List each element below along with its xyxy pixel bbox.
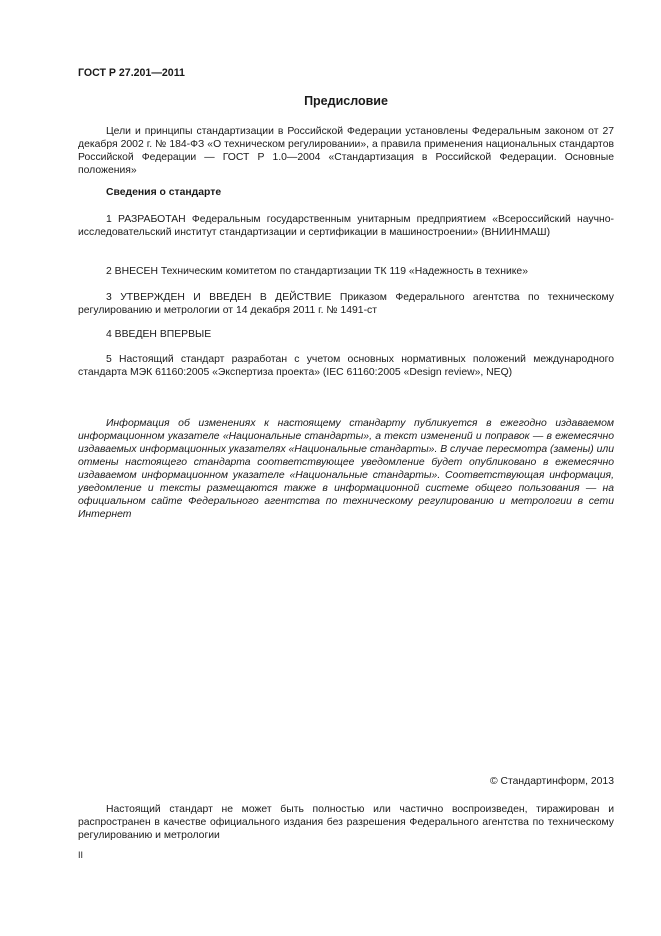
info-notice: Информация об изменениях к настоящему стандарту публикуется в ежегодно издаваемом информационном указателе «Национальные стандарты», а текст изменений и поправок — в ежемесячно издаваемых информационных указателях «Национальные стандарты». В случае пересмотра (замены) или отмены настоящего стандарта соответствующее уведомление будет опубликовано в ежемесячно издаваемом информационном указателе «Национальные стандарты». Соответствующая информация, уведомление и тексты размещаются также в информационной системе общего пользования — на официальном сайте Федерального агентства по техническому регулированию и метрологии в сети Интернет xyxy=(78,418,614,520)
reproduction-notice: Настоящий стандарт не может быть полностью или частично воспроизведен, тиражирован и распространен в качестве официального издания без разрешения Федерального агентства по техническому регулированию и метрологии xyxy=(78,804,614,841)
section-heading: Сведения о стандарте xyxy=(106,187,222,198)
list-item-5: 5 Настоящий стандарт разработан с учетом основных нормативных положений международного стандарта МЭК 61160:2005 «Экспертиза проекта» (IEC 61160:2005 «Design review», NEQ) xyxy=(78,354,614,378)
intro-paragraph: Цели и принципы стандартизации в Российской Федерации установлены Федеральным законом от 27 декабря 2002 г. № 184-ФЗ «О техническом регулировании», а правила применения национальных стандартов Российской Федерации — ГОСТ Р 1.0—2004 «Стандартизация в Российской Федерации. Основные положения» xyxy=(78,126,614,176)
list-item-2: 2 ВНЕСЕН Техническим комитетом по стандартизации ТК 119 «Надежность в технике» xyxy=(106,266,528,277)
page-number: II xyxy=(78,850,84,860)
copyright: © Стандартинформ, 2013 xyxy=(489,776,614,787)
page-title: Предисловие xyxy=(304,94,388,108)
list-item-3: 3 УТВЕРЖДЕН И ВВЕДЕН В ДЕЙСТВИЕ Приказом Федерального агентства по техническому регулированию и метрологии от 14 декабря 2011 г. № 1491-ст xyxy=(78,292,614,316)
list-item-1: 1 РАЗРАБОТАН Федеральным государственным унитарным предприятием «Всероссийский научно-исследовательский институт стандартизации и сертификации в машиностроении» (ВНИИНМАШ) xyxy=(78,214,614,238)
list-item-4: 4 ВВЕДЕН ВПЕРВЫЕ xyxy=(106,329,212,340)
standard-code: ГОСТ Р 27.201—2011 xyxy=(78,67,185,79)
